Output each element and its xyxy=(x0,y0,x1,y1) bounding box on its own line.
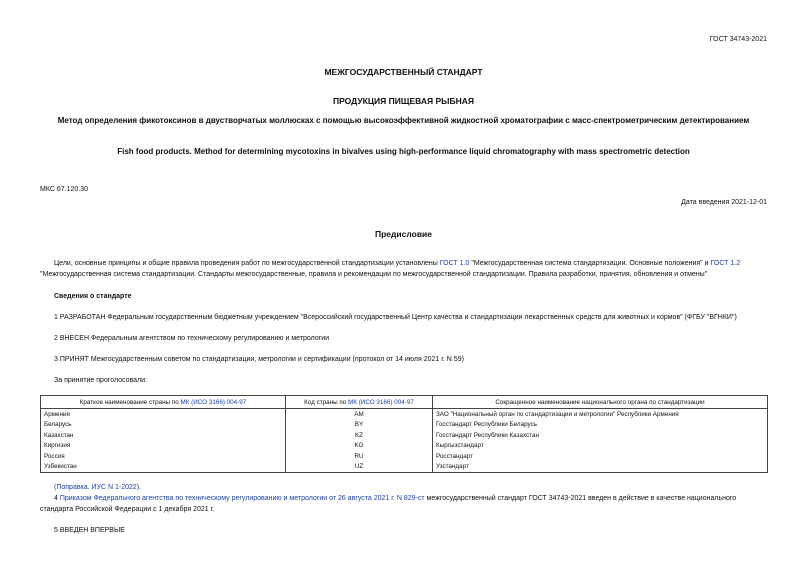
country-code: BY xyxy=(286,420,433,431)
country-name: Беларусь xyxy=(41,420,286,431)
intro-text-3: "Межгосударственная система стандартизации. Стандарты межгосударственные, правила и рекомендации по межгосударственной стандартизации. Правила разработки, принятия, обновления и отмены" xyxy=(40,271,708,278)
header-standards-body: Сокращенное наименование национального органа по стандартизации xyxy=(433,396,768,409)
header-country-name xyxy=(41,396,286,409)
country-code: RU xyxy=(286,451,433,462)
item-1-developed: 1 РАЗРАБОТАН Федеральным государственным бюджетным учреждением "Всероссийский государственный Центр качества и стандартизации лекарственных средств для животных и кормов" (ФГБУ "ВГНКИ") xyxy=(54,314,737,321)
header-country-text: Краткое наименование страны по xyxy=(79,398,181,406)
intro-text-2: "Межгосударственная система стандартизации. Основные положения" и xyxy=(469,260,711,267)
item-4-text: межгосударственный стандарт ГОСТ 34743-2021 введен в действие в качестве национального стандарта Российской Федерации с 1 декабря 2021 г. xyxy=(40,495,737,513)
item-4-number: 4 xyxy=(54,495,60,502)
table-row xyxy=(41,430,768,441)
header-code-text: Код страны по xyxy=(304,398,349,406)
mk-iso-link-1[interactable]: МК (ИСО 3166) 004-97 xyxy=(180,398,247,406)
english-title: Fish food products. Method for determining mycotoxins in bivalves using high-performance liquid chromatography with mass spectrometric detection xyxy=(117,147,690,156)
country-name: Киргизия xyxy=(41,441,286,452)
item-4-order xyxy=(40,493,770,515)
voted-label: За принятие проголосовали: xyxy=(54,377,147,384)
preface-intro-paragraph xyxy=(40,258,770,280)
country-code: KZ xyxy=(286,430,433,441)
standards-body: Росстандарт xyxy=(433,451,768,462)
standards-body: Кыргызстандарт xyxy=(433,441,768,452)
table-row xyxy=(41,462,768,473)
table-row xyxy=(41,451,768,462)
standard-info-heading: Сведения о стандарте xyxy=(54,293,132,300)
document-number: ГОСТ 34743-2021 xyxy=(709,36,767,43)
standards-body: Узстандарт xyxy=(433,462,768,473)
standards-body: Госстандарт Республики Казахстан xyxy=(433,430,768,441)
russian-title: Метод определения фикотоксинов в двустворчатых моллюсках с помощью высокоэффективной жидкостной хроматографии с масс-спектрометрическим детектированием xyxy=(57,116,750,125)
standards-body: ЗАО "Национальный орган по стандартизации и метрологии" Республики Армения xyxy=(433,409,768,420)
amendment-note[interactable]: (Поправка. ИУС N 1-2022). xyxy=(54,484,142,491)
preface-heading: Предисловие xyxy=(374,229,433,239)
item-3-adopted: 3 ПРИНЯТ Межгосударственным советом по стандартизации, метрологии и сертификации (протокол от 14 июля 2021 г. N 59) xyxy=(54,356,464,363)
gost-1-0-link[interactable]: ГОСТ 1.0 xyxy=(439,260,470,267)
table-row xyxy=(41,420,768,431)
country-name: Россия xyxy=(41,451,286,462)
country-code: UZ xyxy=(286,462,433,473)
mk-iso-link-2[interactable]: МК (ИСО 3166) 004-97 xyxy=(348,398,414,406)
header-country-code xyxy=(286,396,433,409)
item-5-first-introduced: 5 ВВЕДЕН ВПЕРВЫЕ xyxy=(54,527,125,534)
standards-body: Госстандарт Республики Беларусь xyxy=(433,420,768,431)
item-2-submitted: 2 ВНЕСЕН Федеральным агентством по техническому регулированию и метрологии xyxy=(54,335,330,342)
table-row xyxy=(41,409,768,420)
product-heading: ПРОДУКЦИЯ ПИЩЕВАЯ РЫБНАЯ xyxy=(333,96,474,106)
country-name: Узбекистан xyxy=(41,462,286,473)
country-name: Казахстан xyxy=(41,430,286,441)
gost-1-2-link[interactable]: ГОСТ 1.2 xyxy=(710,260,741,267)
country-code: AM xyxy=(286,409,433,420)
table-header-row xyxy=(41,396,768,409)
mks-code: МКС 67.120.30 xyxy=(40,186,88,193)
country-name: Армения xyxy=(41,409,286,420)
intro-text-1: Цели, основные принципы и общие правила проведения работ по межгосударственной стандартизации установлены xyxy=(54,260,440,267)
table-row xyxy=(41,441,768,452)
standard-type-heading: МЕЖГОСУДАРСТВЕННЫЙ СТАНДАРТ xyxy=(324,67,483,77)
introduction-date: Дата введения 2021-12-01 xyxy=(681,199,767,206)
country-code: KG xyxy=(286,441,433,452)
voting-countries-table xyxy=(40,395,768,473)
rosstandart-order-link[interactable]: Приказом Федерального агентства по техническому регулированию и метрологии от 26 августа 2021 г. N 829-ст xyxy=(59,495,425,502)
